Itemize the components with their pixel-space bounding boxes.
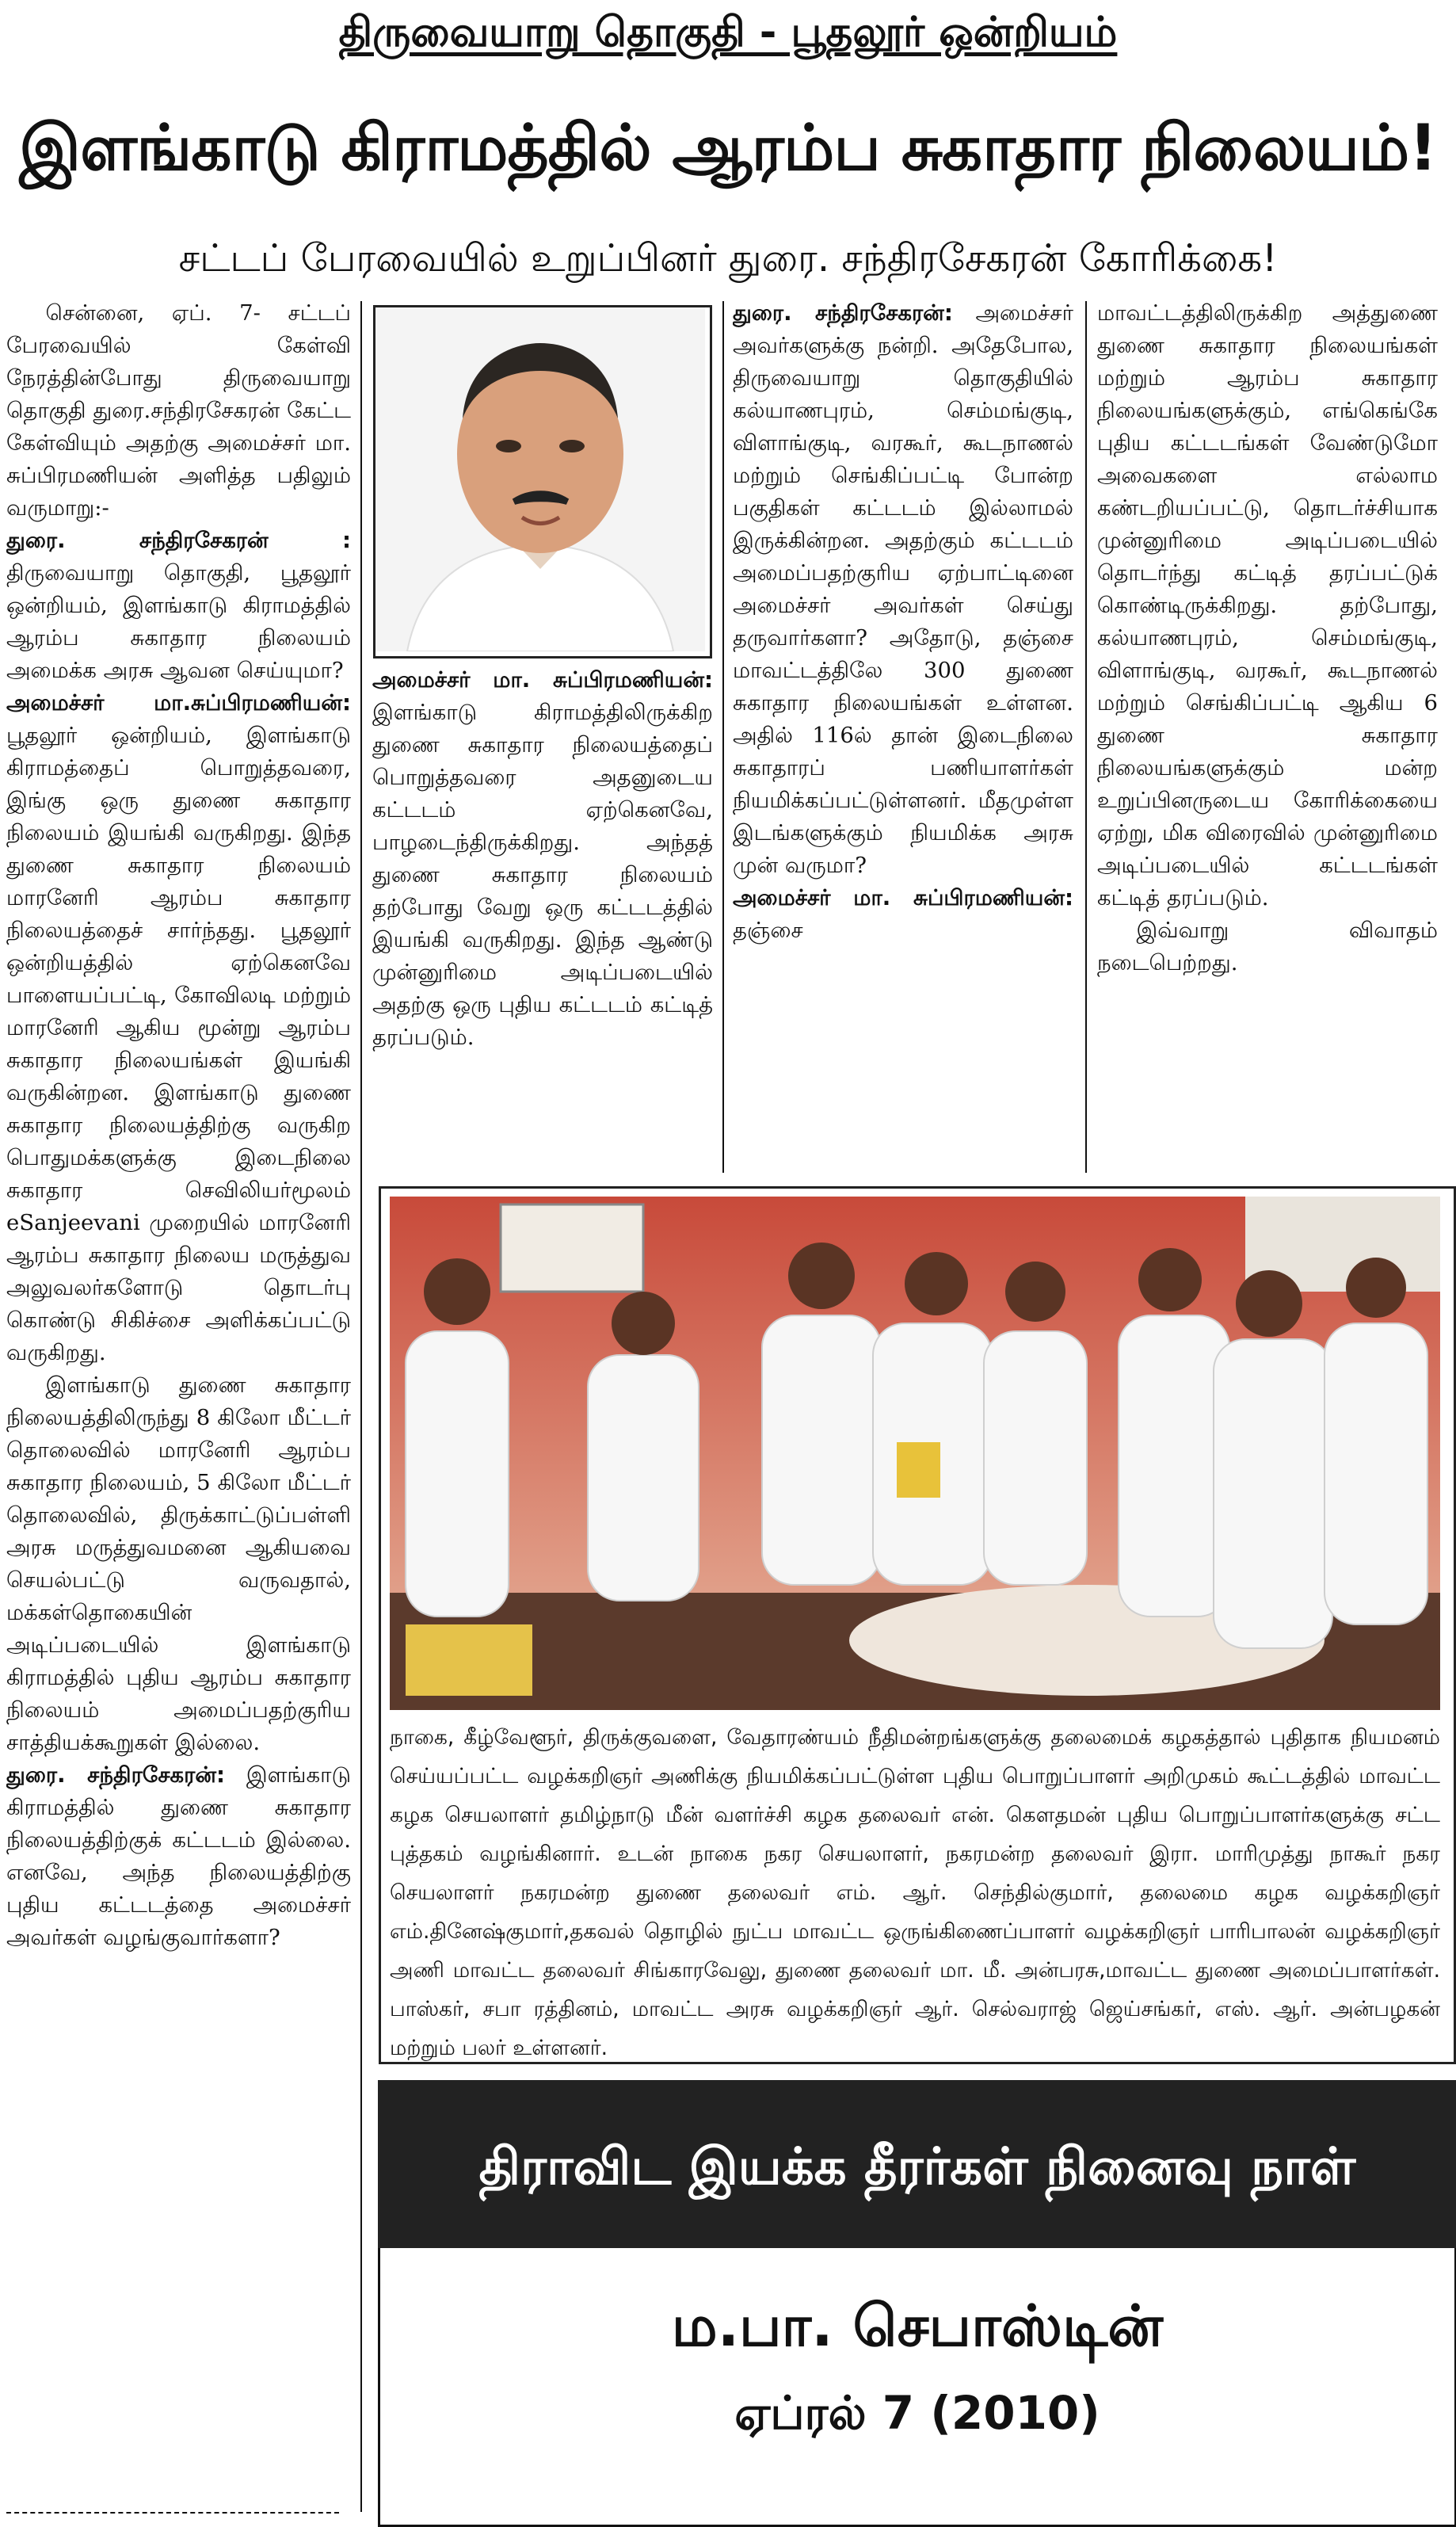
photo-caption: நாகை, கீழ்வேளூர், திருக்குவளை, வேதாரண்யம் நீதிமன்றங்களுக்கு தலைமைக் கழகத்தால் புதிதாக நியமனம் செய்யப்பட்ட வழக்கறிஞர் அணிக்கு நியமிக்கப்பட்டுள்ள புதிய பொறுப்பாளர் அறிமுகம் கூட்டத்தில் மாவட்ட கழக செயலாளர் தமிழ்நாடு மீன் வளர்ச்சி கழக தலைவர் என். கௌதமன் புதிய பொறுப்பாளர்களுக்கு சட்ட புத்தகம் வழங்கினார். உடன் நாகை நகர செயலாளர், நகரமன்ற தலைவர் இரா. மாரிமுத்து நாகூர் நகர செயலாளர் நகரமன்ற துணை தலைவர் எம். ஆர். செந்தில்குமார், தலைமை கழக வழக்கறிஞர் எம்.தினேஷ்குமார்,தகவல் தொழில் நுட்ப மாவட்ட ஒருங்கிணைப்பாளர் வழக்கறிஞர் பாரிபாலன் வழக்கறிஞர் அணி மாவட்ட தலைவர் சிங்காரவேலு, துணை தலைவர் மா. மீ. அன்பரசு,மாவட்ட துணை அமைப்பாளர்கள். பாஸ்கர், சபா ரத்தினம், மாவட்ட அரசு வழக்கறிஞர் ஆர். செல்வராஜ் ஜெய்சங்கர், எஸ். ஆர். அன்பழகன் மற்றும் பலர் உள்ளனர். bbox=[390, 1725, 1440, 2060]
article-kicker: திருவையாறு தொகுதி - பூதலூர் ஒன்றியம் bbox=[338, 9, 1118, 56]
column-divider bbox=[722, 301, 724, 1173]
portrait-photo bbox=[373, 305, 712, 658]
column-divider bbox=[1085, 301, 1087, 1173]
event-photo bbox=[390, 1197, 1440, 1710]
column-divider bbox=[360, 301, 362, 2512]
article-headline: இளங்காடு கிராமத்தில் ஆரம்ப சுகாதார நிலையம்! bbox=[19, 111, 1437, 185]
article-column-2 bbox=[372, 664, 713, 1179]
bottom-dashed-rule bbox=[6, 2512, 339, 2514]
article-column-3 bbox=[733, 297, 1073, 1177]
paragraph: அமைச்சர் மா.சுப்பிரமணியன்: பூதலூர் ஒன்றியம், இளங்காடு கிராமத்தைப் பொறுத்தவரை, இங்கு ஒரு துணை சுகாதார நிலையம் இயங்கி வருகிறது. இந்த துணை சுகாதார நிலையம் மாரனேரி ஆரம்ப சுகாதார நிலையத்தைச் சார்ந்தது. பூதலூர் ஒன்றியத்தில் ஏற்கெனவே பாளையப்பட்டி, கோவிலடி மற்றும் மாரனேரி ஆகிய மூன்று ஆரம்ப சுகாதார நிலையங்கள் இயங்கி வருகின்றன. இளங்காடு துணை சுகாதார நிலையத்திற்கு வருகிற பொதுமக்களுக்கு இடைநிலை சுகாதார செவிலியர்மூலம் eSanjeevani முறையில் மாரனேரி ஆரம்ப சுகாதார நிலைய மருத்துவ அலுவலர்களோடு தொடர்பு கொண்டு சிகிச்சை அளிக்கப்பட்டு வருகிறது. bbox=[6, 690, 351, 1365]
paragraph: அமைச்சர் மா. சுப்பிரமணியன்: இளங்காடு கிராமத்திலிருக்கிற துணை சுகாதார நிலையத்தைப் பொறுத்தவரை அதனுடைய கட்டடம் ஏற்கெனவே, பாழடைந்திருக்கிறது. அந்தத் துணை சுகாதார நிலையம் தற்போது வேறு ஒரு கட்டடத்தில் இயங்கி வருகிறது. இந்த ஆண்டு முன்னுரிமை அடிப்படையில் அதற்கு ஒரு புதிய கட்டடம் கட்டித் தரப்படும். bbox=[372, 667, 713, 1050]
paragraph: துரை. சந்திரசேகரன் : திருவையாறு தொகுதி, பூதலூர் ஒன்றியம், இளங்காடு கிராமத்தில் ஆரம்ப சுகாதார நிலையம் அமைக்க அரசு ஆவன செய்யுமா? bbox=[6, 528, 351, 683]
paragraph: இவ்வாறு விவாதம் நடைபெற்றது. bbox=[1097, 918, 1438, 975]
paragraph: இளங்காடு துணை சுகாதார நிலையத்திலிருந்து 8 கிலோ மீட்டர் தொலைவில் மாரனேரி ஆரம்ப சுகாதார நிலையம், 5 கிலோ மீட்டர் தொலைவில், திருக்காட்டுப்பள்ளி அரசு மருத்துவமனை ஆகியவை செயல்பட்டு வருவதால், மக்கள்தொகையின் அடிப்படையில் இளங்காடு கிராமத்தில் புதிய ஆரம்ப சுகாதார நிலையம் அமைப்பதற்குரிய சாத்தியக்கூறுகள் இல்லை. bbox=[6, 1372, 351, 1755]
group-photo-icon bbox=[390, 1197, 1440, 1710]
portrait-person-icon bbox=[375, 307, 705, 651]
article-subheadline: சட்டப் பேரவையில் உறுப்பினர் துரை. சந்திரசேகரன் கோரிக்கை! bbox=[178, 236, 1278, 281]
paragraph: சென்னை, ஏப். 7- சட்டப் பேரவையில் கேள்வி நேரத்தின்போது திருவையாறு தொகுதி துரை.சந்திரசேகரன் கேட்ட கேள்வியும் அதற்கு அமைச்சர் மா. சுப்பிரமணியன் அளித்த பதிலும் வருமாறு:- bbox=[6, 300, 351, 521]
memorial-date: ஏப்ரல் 7 (2010) bbox=[734, 2386, 1100, 2440]
paragraph: அமைச்சர் மா. சுப்பிரமணியன்: தஞ்சை bbox=[733, 885, 1073, 943]
paragraph: துரை. சந்திரசேகரன்: இளங்காடு கிராமத்தில் துணை சுகாதார நிலையத்திற்குக் கட்டடம் இல்லை. எனவே, அந்த நிலையத்திற்கு புதிய கட்டடத்தை அமைச்சர் அவர்கள் வழங்குவார்களா? bbox=[6, 1762, 351, 1950]
memorial-banner-title: திராவிட இயக்க தீரர்கள் நினைவு நாள் bbox=[478, 2138, 1356, 2197]
paragraph: துரை. சந்திரசேகரன்: அமைச்சர் அவர்களுக்கு நன்றி. அதேபோல, திருவையாறு தொகுதியில் கல்யாணபுரம், செம்மங்குடி, விளாங்குடி, வரகூர், கூடநாணல் மற்றும் செங்கிப்பட்டி போன்ற பகுதிகள் கட்டடம் இல்லாமல் இருக்கின்றன. அதற்கும் கட்டடம் அமைப்பதற்குரிய ஏற்பாட்டினை அமைச்சர் அவர்கள் செய்து தருவார்களா? அதோடு, தஞ்சை மாவட்டத்திலே 300 துணை சுகாதார நிலையங்கள் உள்ளன. அதில் 116ல் தான் இடைநிலை சுகாதாரப் பணியாளர்கள் நியமிக்கப்பட்டுள்ளனர். மீதமுள்ள இடங்களுக்கும் நியமிக்க அரசு முன் வருமா? bbox=[733, 300, 1073, 878]
memorial-person-name: ம.பா. செபாஸ்டின் bbox=[671, 2292, 1164, 2359]
paragraph: மாவட்டத்திலிருக்கிற அத்துணை துணை சுகாதார நிலையங்கள் மற்றும் ஆரம்ப சுகாதார நிலையங்களுக்கும், எங்கெங்கே புதிய கட்டடங்கள் வேண்டுமோ அவைகளை எல்லாம கண்டறியப்பட்டு, தொடர்ச்சியாக முன்னுரிமை அடிப்படையில் தொடர்ந்து கட்டித் தரப்பட்டுக் கொண்டிருக்கிறது. தற்போது, கல்யாணபுரம், செம்மங்குடி, விளாங்குடி, வரகூர், கூடநாணல் மற்றும் செங்கிப்பட்டி ஆகிய 6 துணை சுகாதார நிலையங்களுக்கும் மன்ற உறுப்பினருடைய கோரிக்கையை ஏற்று, மிக விரைவில் முன்னுரிமை அடிப்படையில் கட்டடங்கள் கட்டித் தரப்படும். bbox=[1097, 300, 1438, 910]
article-column-4 bbox=[1097, 297, 1438, 1177]
article-column-1 bbox=[6, 297, 351, 2508]
